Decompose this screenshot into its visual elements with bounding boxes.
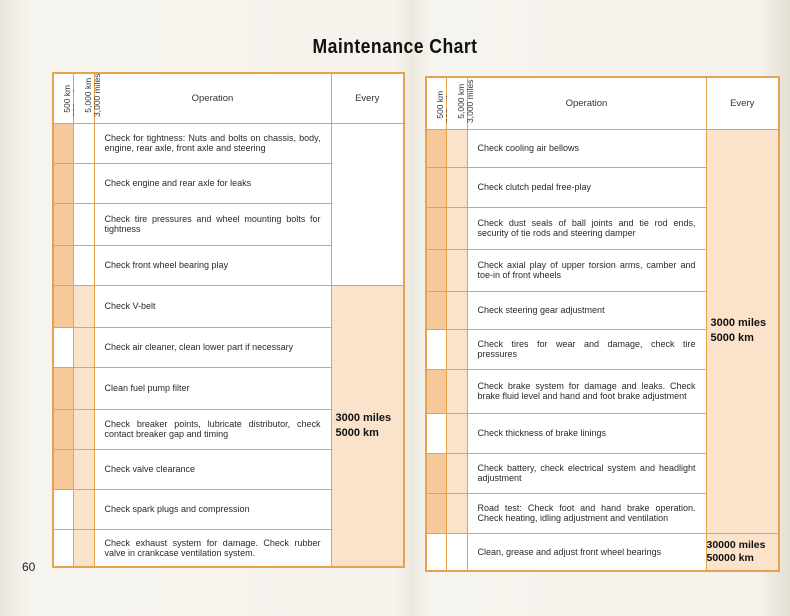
interval-5000-header: 5,000 km 3,000 miles <box>73 73 94 123</box>
every-cell-blank <box>331 123 404 285</box>
every-km-last: 50000 km <box>706 551 754 564</box>
operation-cell: Check axial play of upper torsion arms, camber and toe-in of front wheels <box>467 249 706 291</box>
maintenance-table-left <box>52 72 405 568</box>
operation-header: Operation <box>467 77 706 129</box>
table-header-row <box>426 77 779 129</box>
operation-cell: Check valve clearance <box>94 449 331 489</box>
every-interval-cell <box>331 285 404 567</box>
operation-cell: Check front wheel bearing play <box>94 245 331 285</box>
operation-cell: Road test: Check foot and hand brake operation. Check heating, idling adjustment and ventilation <box>467 493 706 533</box>
interval-5000-header: 5,000 km 3,000 miles <box>446 77 467 129</box>
operation-cell: Check clutch pedal free-play <box>467 167 706 207</box>
operation-cell: Check V-belt <box>94 285 331 327</box>
operation-cell: Check cooling air bellows <box>467 129 706 167</box>
page-number: 60 <box>22 560 36 574</box>
every-km: 5000 km <box>335 426 379 439</box>
table-row <box>426 533 779 571</box>
every-interval-cell-last <box>706 533 779 571</box>
operation-cell: Check tire pressures and wheel mounting bolts for tightness <box>94 203 331 245</box>
operation-cell: Check engine and rear axle for leaks <box>94 163 331 203</box>
table-row <box>53 123 404 163</box>
every-miles: 3000 miles <box>335 411 392 424</box>
every-interval-cell <box>706 129 779 533</box>
every-miles: 3000 miles <box>710 317 767 329</box>
every-header: Every <box>331 73 404 123</box>
maintenance-table-right <box>425 76 780 572</box>
operation-cell: Check for tightness: Nuts and bolts on chassis, body, engine, rear axle, front axle and steering <box>94 123 331 163</box>
operation-cell: Check spark plugs and compression <box>94 489 331 529</box>
interval-500-header: 500 km <box>53 73 73 123</box>
every-header: Every <box>706 77 779 129</box>
operation-cell: Clean fuel pump filter <box>94 367 331 409</box>
every-km: 5000 km <box>710 332 754 344</box>
operation-cell: Check breaker points, lubricate distributor, check contact breaker gap and timing <box>94 409 331 449</box>
operation-cell: Check air cleaner, clean lower part if necessary <box>94 327 331 367</box>
operation-cell: Check tires for wear and damage, check tire pressures <box>467 329 706 369</box>
operation-cell: Clean, grease and adjust front wheel bearings <box>467 533 706 571</box>
operation-header: Operation <box>94 73 331 123</box>
operation-cell: Check battery, check electrical system and headlight adjustment <box>467 453 706 493</box>
operation-cell: Check brake system for damage and leaks. Check brake fluid level and hand and foot brake adjustment <box>467 369 706 413</box>
operation-cell: Check thickness of brake linings <box>467 413 706 453</box>
every-miles-last: 30000 miles <box>706 538 766 551</box>
interval-500-header: 500 km <box>426 77 446 129</box>
table-header-row <box>53 73 404 123</box>
table-row <box>53 285 404 327</box>
table-row <box>426 129 779 167</box>
page-title: Maintenance Chart <box>312 36 478 58</box>
operation-cell: Check steering gear adjustment <box>467 291 706 329</box>
operation-cell: Check exhaust system for damage. Check rubber valve in crankcase ventilation system. <box>94 529 331 567</box>
operation-cell: Check dust seals of ball joints and tie rod ends, security of tie rods and steering damper <box>467 207 706 249</box>
